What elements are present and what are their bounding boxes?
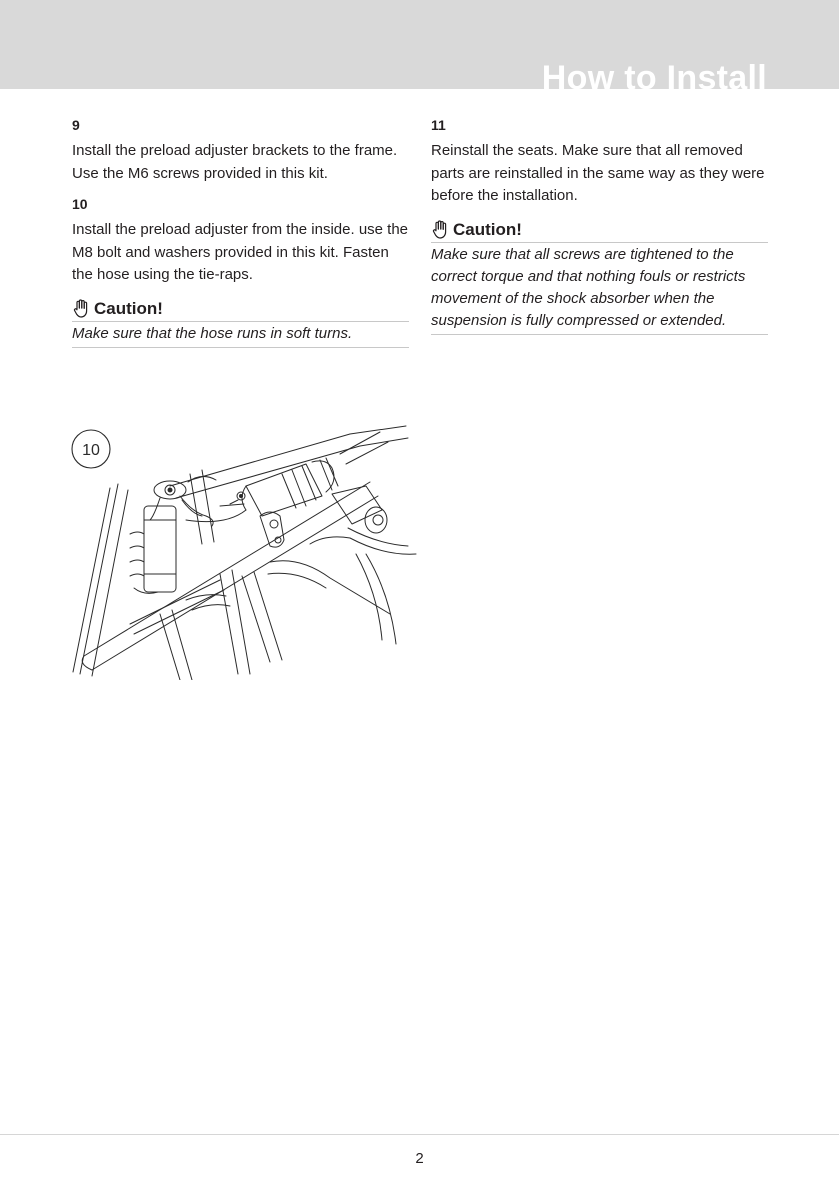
step-9-number: 9 <box>72 117 80 133</box>
shock-absorber-illustration <box>70 424 430 680</box>
page-number: 2 <box>415 1150 424 1167</box>
caution-heading <box>72 299 409 322</box>
footer-rule <box>0 1134 839 1135</box>
page-title: How to Install <box>541 59 767 89</box>
hand-stop-icon <box>431 220 451 240</box>
left-column <box>72 116 409 348</box>
step-9-text: Install the preload adjuster brackets to the frame. Use the M6 screws provided in this kit. <box>72 142 398 182</box>
caution-title: Caution! <box>453 219 522 239</box>
caution-heading <box>431 220 768 243</box>
step-10-text: Install the preload adjuster from the inside. use the M8 bolt and washers provided in this kit. Fasten the hose using the tie-raps. <box>72 221 409 283</box>
caution-text: Make sure that the hose runs in soft turns. <box>72 322 409 348</box>
figure-label: 10 <box>82 442 100 459</box>
header-band <box>0 0 839 89</box>
caution-title: Caution! <box>94 298 163 318</box>
installation-figure-10 <box>70 424 430 680</box>
right-column <box>431 116 768 335</box>
hand-stop-icon <box>72 299 92 319</box>
caution-text: Make sure that all screws are tightened to the correct torque and that nothing fouls or restricts movement of the shock absorber when the suspension is fully compressed or extended. <box>431 243 768 335</box>
step-11-number: 11 <box>431 117 446 133</box>
step-11-text: Reinstall the seats. Make sure that all removed parts are reinstalled in the same way as they were before the installation. <box>431 142 765 204</box>
step-10-number: 10 <box>72 196 88 212</box>
